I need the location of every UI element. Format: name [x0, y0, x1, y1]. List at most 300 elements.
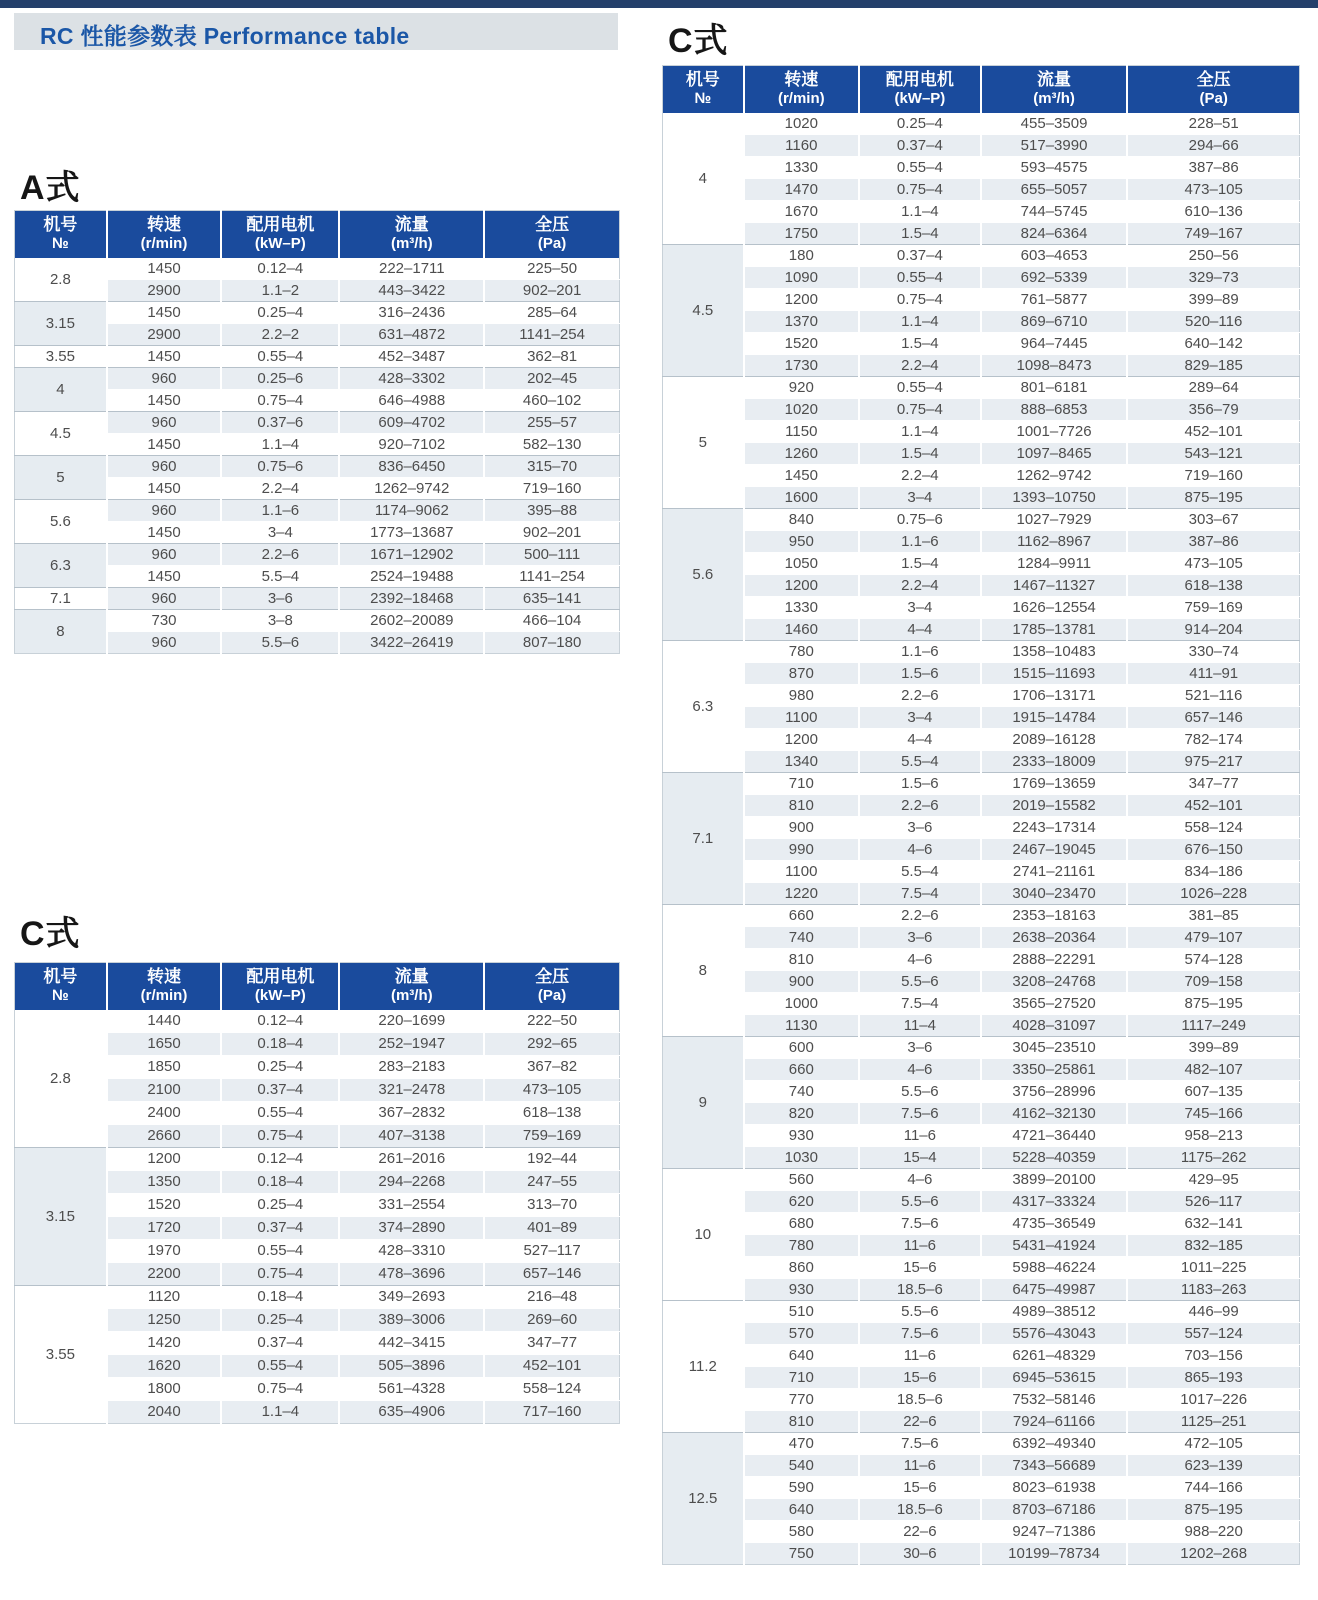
motor-cell: 5.5–6 [859, 1081, 981, 1103]
motor-cell: 1.1–6 [221, 500, 339, 522]
flow-cell: 631–4872 [339, 324, 484, 346]
speed-cell: 930 [744, 1279, 859, 1301]
flow-cell: 2638–20364 [981, 927, 1128, 949]
speed-cell: 960 [107, 500, 222, 522]
speed-cell: 660 [744, 905, 859, 927]
performance-table-c-right-container [662, 65, 1300, 1565]
performance-table [14, 962, 620, 1424]
speed-cell: 1850 [107, 1056, 222, 1079]
motor-cell: 0.55–4 [221, 1240, 339, 1263]
pressure-cell: 228–51 [1127, 113, 1299, 135]
flow-cell: 4989–38512 [981, 1301, 1128, 1323]
motor-cell: 3–8 [221, 610, 339, 632]
speed-cell: 1460 [744, 619, 859, 641]
header-cell-speed: 转速 (r/min) [744, 66, 859, 114]
table-row [663, 839, 1300, 861]
table-row [663, 575, 1300, 597]
flow-cell: 4721–36440 [981, 1125, 1128, 1147]
pressure-cell: 202–45 [484, 368, 619, 390]
motor-cell: 1.5–4 [859, 443, 981, 465]
speed-cell: 1100 [744, 707, 859, 729]
table-row [663, 1037, 1300, 1059]
flow-cell: 349–2693 [339, 1286, 484, 1309]
header-cell-flow: 流量 (m³/h) [339, 963, 484, 1011]
table-row [663, 223, 1300, 245]
pressure-cell: 914–204 [1127, 619, 1299, 641]
table-row [663, 751, 1300, 773]
table-row [663, 531, 1300, 553]
flow-cell: 252–1947 [339, 1033, 484, 1056]
flow-cell: 888–6853 [981, 399, 1128, 421]
speed-cell: 590 [744, 1477, 859, 1499]
table-row [663, 421, 1300, 443]
pressure-cell: 395–88 [484, 500, 619, 522]
flow-cell: 836–6450 [339, 456, 484, 478]
flow-cell: 4028–31097 [981, 1015, 1128, 1037]
pressure-cell: 875–195 [1127, 1499, 1299, 1521]
speed-cell: 740 [744, 927, 859, 949]
pressure-cell: 902–201 [484, 280, 619, 302]
table-row [663, 399, 1300, 421]
flow-cell: 8703–67186 [981, 1499, 1128, 1521]
header-cell-motor: 配用电机 (kW–P) [221, 211, 339, 259]
flow-cell: 655–5057 [981, 179, 1128, 201]
motor-cell: 3–6 [859, 1037, 981, 1059]
table-row [663, 663, 1300, 685]
table-row [15, 412, 620, 434]
pressure-cell: 1202–268 [1127, 1543, 1299, 1565]
flow-cell: 1162–8967 [981, 531, 1128, 553]
flow-cell: 10199–78734 [981, 1543, 1128, 1565]
flow-cell: 6261–48329 [981, 1345, 1128, 1367]
flow-cell: 1098–8473 [981, 355, 1128, 377]
speed-cell: 1450 [107, 302, 222, 324]
speed-cell: 1450 [107, 522, 222, 544]
machine-no-cell: 3.15 [15, 1148, 107, 1286]
speed-cell: 1670 [744, 201, 859, 223]
pressure-cell: 759–169 [484, 1125, 619, 1148]
flow-cell: 2089–16128 [981, 729, 1128, 751]
machine-no-cell: 2.8 [15, 258, 107, 302]
speed-cell: 1150 [744, 421, 859, 443]
motor-cell: 3–6 [859, 817, 981, 839]
header-row [15, 963, 620, 1011]
motor-cell: 11–6 [859, 1455, 981, 1477]
motor-cell: 0.55–4 [221, 1102, 339, 1125]
table-row [663, 597, 1300, 619]
machine-no-cell: 3.15 [15, 302, 107, 346]
pressure-cell: 527–117 [484, 1240, 619, 1263]
flow-cell: 824–6364 [981, 223, 1128, 245]
motor-cell: 0.75–4 [221, 390, 339, 412]
pressure-cell: 269–60 [484, 1309, 619, 1332]
table-row [15, 456, 620, 478]
motor-cell: 1.1–4 [859, 311, 981, 333]
flow-cell: 2353–18163 [981, 905, 1128, 927]
flow-cell: 2524–19488 [339, 566, 484, 588]
table-row [15, 302, 620, 324]
flow-cell: 1769–13659 [981, 773, 1128, 795]
motor-cell: 3–4 [221, 522, 339, 544]
table-row [663, 773, 1300, 795]
speed-cell: 1370 [744, 311, 859, 333]
flow-cell: 3045–23510 [981, 1037, 1128, 1059]
pressure-cell: 460–102 [484, 390, 619, 412]
flow-cell: 6392–49340 [981, 1433, 1128, 1455]
flow-cell: 455–3509 [981, 113, 1128, 135]
table-row [15, 610, 620, 632]
motor-cell: 1.1–4 [859, 421, 981, 443]
flow-cell: 1027–7929 [981, 509, 1128, 531]
speed-cell: 1970 [107, 1240, 222, 1263]
header-cell-speed: 转速 (r/min) [107, 211, 222, 259]
motor-cell: 15–6 [859, 1367, 981, 1389]
pressure-cell: 192–44 [484, 1148, 619, 1171]
pressure-cell: 676–150 [1127, 839, 1299, 861]
speed-cell: 1520 [744, 333, 859, 355]
motor-cell: 2.2–4 [859, 465, 981, 487]
performance-table [14, 210, 620, 654]
table-row [663, 311, 1300, 333]
flow-cell: 869–6710 [981, 311, 1128, 333]
pressure-cell: 582–130 [484, 434, 619, 456]
table-row [15, 588, 620, 610]
flow-cell: 478–3696 [339, 1263, 484, 1286]
flow-cell: 517–3990 [981, 135, 1128, 157]
speed-cell: 960 [107, 456, 222, 478]
speed-cell: 960 [107, 544, 222, 566]
speed-cell: 180 [744, 245, 859, 267]
pressure-cell: 255–57 [484, 412, 619, 434]
speed-cell: 680 [744, 1213, 859, 1235]
motor-cell: 5.5–6 [859, 971, 981, 993]
table-row [15, 346, 620, 368]
table-row [15, 1148, 620, 1171]
flow-cell: 1785–13781 [981, 619, 1128, 641]
machine-no-cell: 4.5 [15, 412, 107, 456]
pressure-cell: 473–105 [1127, 179, 1299, 201]
machine-no-cell: 4 [15, 368, 107, 412]
pressure-cell: 574–128 [1127, 949, 1299, 971]
table-row [15, 368, 620, 390]
motor-cell: 0.18–4 [221, 1286, 339, 1309]
title-bar [14, 13, 618, 50]
pressure-cell: 1011–225 [1127, 1257, 1299, 1279]
flow-cell: 1262–9742 [981, 465, 1128, 487]
motor-cell: 1.1–4 [859, 201, 981, 223]
table-row [15, 1010, 620, 1033]
motor-cell: 0.55–4 [859, 157, 981, 179]
header-cell-motor: 配用电机 (kW–P) [859, 66, 981, 114]
flow-cell: 1773–13687 [339, 522, 484, 544]
speed-cell: 730 [107, 610, 222, 632]
flow-cell: 4162–32130 [981, 1103, 1128, 1125]
table-row [663, 641, 1300, 663]
speed-cell: 1800 [107, 1378, 222, 1401]
table-row [663, 1543, 1300, 1565]
pressure-cell: 618–138 [1127, 575, 1299, 597]
speed-cell: 860 [744, 1257, 859, 1279]
speed-cell: 980 [744, 685, 859, 707]
machine-no-cell: 9 [663, 1037, 744, 1169]
motor-cell: 0.25–4 [221, 1194, 339, 1217]
speed-cell: 1450 [107, 346, 222, 368]
pressure-cell: 294–66 [1127, 135, 1299, 157]
flow-cell: 801–6181 [981, 377, 1128, 399]
flow-cell: 407–3138 [339, 1125, 484, 1148]
pressure-cell: 988–220 [1127, 1521, 1299, 1543]
flow-cell: 7343–56689 [981, 1455, 1128, 1477]
pressure-cell: 225–50 [484, 258, 619, 280]
pressure-cell: 411–91 [1127, 663, 1299, 685]
pressure-cell: 782–174 [1127, 729, 1299, 751]
speed-cell: 1750 [744, 223, 859, 245]
table-row [663, 201, 1300, 223]
table-row [15, 1286, 620, 1309]
motor-cell: 0.12–4 [221, 1010, 339, 1033]
flow-cell: 2019–15582 [981, 795, 1128, 817]
speed-cell: 1160 [744, 135, 859, 157]
pressure-cell: 902–201 [484, 522, 619, 544]
flow-cell: 222–1711 [339, 258, 484, 280]
flow-cell: 2602–20089 [339, 610, 484, 632]
flow-cell: 331–2554 [339, 1194, 484, 1217]
motor-cell: 30–6 [859, 1543, 981, 1565]
speed-cell: 1450 [107, 566, 222, 588]
flow-cell: 7532–58146 [981, 1389, 1128, 1411]
motor-cell: 0.75–4 [859, 179, 981, 201]
speed-cell: 1330 [744, 157, 859, 179]
speed-cell: 640 [744, 1499, 859, 1521]
motor-cell: 0.75–6 [859, 509, 981, 531]
motor-cell: 2.2–4 [221, 478, 339, 500]
flow-cell: 374–2890 [339, 1217, 484, 1240]
table-row [663, 1521, 1300, 1543]
flow-cell: 646–4988 [339, 390, 484, 412]
speed-cell: 1450 [107, 390, 222, 412]
pressure-cell: 292–65 [484, 1033, 619, 1056]
motor-cell: 2.2–4 [859, 355, 981, 377]
flow-cell: 5228–40359 [981, 1147, 1128, 1169]
motor-cell: 3–4 [859, 707, 981, 729]
pressure-cell: 1141–254 [484, 566, 619, 588]
speed-cell: 1050 [744, 553, 859, 575]
table-row [15, 544, 620, 566]
flow-cell: 283–2183 [339, 1056, 484, 1079]
pressure-cell: 557–124 [1127, 1323, 1299, 1345]
speed-cell: 750 [744, 1543, 859, 1565]
flow-cell: 294–2268 [339, 1171, 484, 1194]
table-row [663, 267, 1300, 289]
speed-cell: 2660 [107, 1125, 222, 1148]
table-row [663, 993, 1300, 1015]
flow-cell: 4317–33324 [981, 1191, 1128, 1213]
speed-cell: 1720 [107, 1217, 222, 1240]
table-row [663, 1015, 1300, 1037]
pressure-cell: 623–139 [1127, 1455, 1299, 1477]
motor-cell: 5.5–6 [859, 1191, 981, 1213]
pressure-cell: 749–167 [1127, 223, 1299, 245]
flow-cell: 367–2832 [339, 1102, 484, 1125]
speed-cell: 710 [744, 773, 859, 795]
flow-cell: 1097–8465 [981, 443, 1128, 465]
motor-cell: 0.75–4 [859, 399, 981, 421]
motor-cell: 4–4 [859, 729, 981, 751]
flow-cell: 452–3487 [339, 346, 484, 368]
table-row [663, 289, 1300, 311]
speed-cell: 840 [744, 509, 859, 531]
pressure-cell: 635–141 [484, 588, 619, 610]
motor-cell: 5.5–6 [859, 1301, 981, 1323]
pressure-cell: 610–136 [1127, 201, 1299, 223]
speed-cell: 2100 [107, 1079, 222, 1102]
flow-cell: 1915–14784 [981, 707, 1128, 729]
table-row [663, 861, 1300, 883]
motor-cell: 0.37–4 [221, 1332, 339, 1355]
motor-cell: 0.75–4 [221, 1263, 339, 1286]
pressure-cell: 709–158 [1127, 971, 1299, 993]
flow-cell: 428–3302 [339, 368, 484, 390]
speed-cell: 470 [744, 1433, 859, 1455]
pressure-cell: 558–124 [1127, 817, 1299, 839]
motor-cell: 1.5–4 [859, 553, 981, 575]
table-row [663, 1213, 1300, 1235]
pressure-cell: 865–193 [1127, 1367, 1299, 1389]
pressure-cell: 399–89 [1127, 289, 1299, 311]
pressure-cell: 473–105 [484, 1079, 619, 1102]
header-cell-motor: 配用电机 (kW–P) [221, 963, 339, 1011]
pressure-cell: 558–124 [484, 1378, 619, 1401]
machine-no-cell: 8 [663, 905, 744, 1037]
pressure-cell: 657–146 [484, 1263, 619, 1286]
flow-cell: 635–4906 [339, 1401, 484, 1424]
pressure-cell: 526–117 [1127, 1191, 1299, 1213]
table-row [663, 949, 1300, 971]
flow-cell: 6475–49987 [981, 1279, 1128, 1301]
table-row [663, 1147, 1300, 1169]
pressure-cell: 381–85 [1127, 905, 1299, 927]
table-row [663, 333, 1300, 355]
flow-cell: 1262–9742 [339, 478, 484, 500]
motor-cell: 15–4 [859, 1147, 981, 1169]
flow-cell: 1284–9911 [981, 553, 1128, 575]
speed-cell: 510 [744, 1301, 859, 1323]
speed-cell: 1090 [744, 267, 859, 289]
speed-cell: 900 [744, 971, 859, 993]
flow-cell: 316–2436 [339, 302, 484, 324]
speed-cell: 810 [744, 795, 859, 817]
motor-cell: 18.5–6 [859, 1499, 981, 1521]
motor-cell: 5.5–4 [859, 861, 981, 883]
speed-cell: 1440 [107, 1010, 222, 1033]
flow-cell: 2243–17314 [981, 817, 1128, 839]
flow-cell: 964–7445 [981, 333, 1128, 355]
motor-cell: 1.5–4 [859, 223, 981, 245]
pressure-cell: 313–70 [484, 1194, 619, 1217]
machine-no-cell: 11.2 [663, 1301, 744, 1433]
flow-cell: 3422–26419 [339, 632, 484, 654]
flow-cell: 3899–20100 [981, 1169, 1128, 1191]
speed-cell: 1200 [744, 729, 859, 751]
flow-cell: 1393–10750 [981, 487, 1128, 509]
speed-cell: 1730 [744, 355, 859, 377]
flow-cell: 1467–11327 [981, 575, 1128, 597]
table-row [663, 1367, 1300, 1389]
pressure-cell: 479–107 [1127, 927, 1299, 949]
motor-cell: 0.75–4 [859, 289, 981, 311]
speed-cell: 1340 [744, 751, 859, 773]
motor-cell: 1.1–2 [221, 280, 339, 302]
pressure-cell: 520–116 [1127, 311, 1299, 333]
table-row [663, 905, 1300, 927]
pressure-cell: 429–95 [1127, 1169, 1299, 1191]
flow-cell: 761–5877 [981, 289, 1128, 311]
table-row [663, 1059, 1300, 1081]
machine-no-cell: 7.1 [663, 773, 744, 905]
pressure-cell: 356–79 [1127, 399, 1299, 421]
flow-cell: 1706–13171 [981, 685, 1128, 707]
pressure-cell: 719–160 [1127, 465, 1299, 487]
machine-no-cell: 10 [663, 1169, 744, 1301]
pressure-cell: 289–64 [1127, 377, 1299, 399]
flow-cell: 442–3415 [339, 1332, 484, 1355]
table-row [663, 1081, 1300, 1103]
pressure-cell: 362–81 [484, 346, 619, 368]
table-row [663, 1499, 1300, 1521]
pressure-cell: 452–101 [1127, 795, 1299, 817]
motor-cell: 22–6 [859, 1521, 981, 1543]
motor-cell: 1.5–6 [859, 773, 981, 795]
pressure-cell: 452–101 [484, 1355, 619, 1378]
flow-cell: 692–5339 [981, 267, 1128, 289]
table-row [663, 135, 1300, 157]
table-row [663, 927, 1300, 949]
flow-cell: 593–4575 [981, 157, 1128, 179]
section-heading-c-left: C式 [20, 915, 81, 953]
motor-cell: 5.5–4 [221, 566, 339, 588]
motor-cell: 0.37–6 [221, 412, 339, 434]
speed-cell: 1350 [107, 1171, 222, 1194]
motor-cell: 4–6 [859, 949, 981, 971]
pressure-cell: 958–213 [1127, 1125, 1299, 1147]
flow-cell: 4735–36549 [981, 1213, 1128, 1235]
speed-cell: 1020 [744, 399, 859, 421]
speed-cell: 1200 [744, 575, 859, 597]
speed-cell: 1020 [744, 113, 859, 135]
motor-cell: 3–4 [859, 487, 981, 509]
table-row [663, 487, 1300, 509]
pressure-cell: 807–180 [484, 632, 619, 654]
flow-cell: 1174–9062 [339, 500, 484, 522]
pressure-cell: 446–99 [1127, 1301, 1299, 1323]
motor-cell: 4–6 [859, 1169, 981, 1191]
table-row [663, 157, 1300, 179]
table-row [663, 1411, 1300, 1433]
machine-no-cell: 3.55 [15, 1286, 107, 1424]
pressure-cell: 222–50 [484, 1010, 619, 1033]
motor-cell: 22–6 [859, 1411, 981, 1433]
speed-cell: 1330 [744, 597, 859, 619]
speed-cell: 560 [744, 1169, 859, 1191]
pressure-cell: 607–135 [1127, 1081, 1299, 1103]
motor-cell: 11–6 [859, 1125, 981, 1147]
speed-cell: 900 [744, 817, 859, 839]
pressure-cell: 975–217 [1127, 751, 1299, 773]
motor-cell: 0.75–4 [221, 1378, 339, 1401]
speed-cell: 1200 [744, 289, 859, 311]
pressure-cell: 1141–254 [484, 324, 619, 346]
motor-cell: 1.5–6 [859, 663, 981, 685]
